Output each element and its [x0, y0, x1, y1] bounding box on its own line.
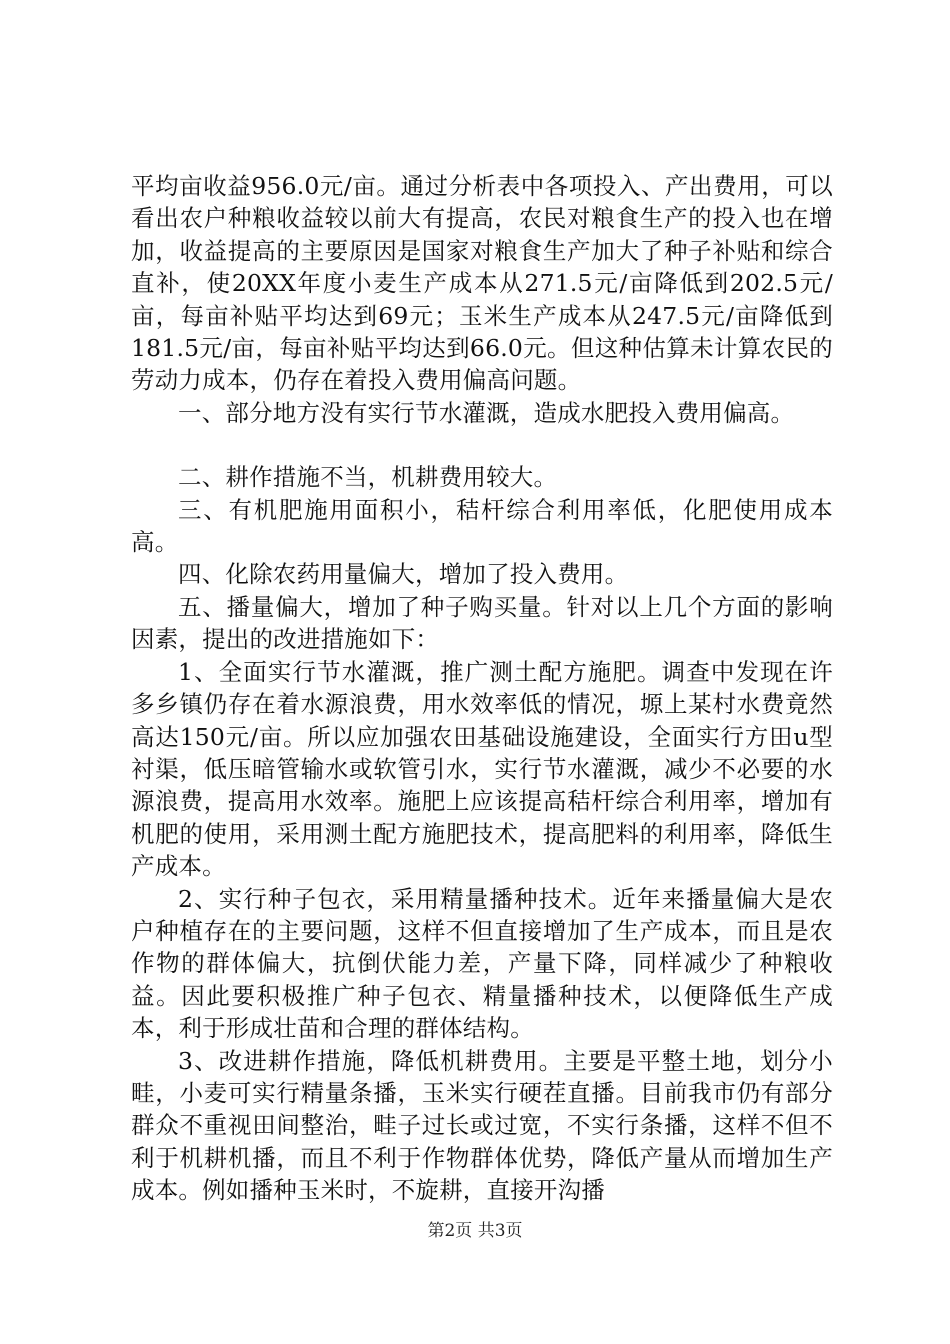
page-footer — [0, 1216, 950, 1241]
paragraph-point-one: 一、部分地方没有实行节水灌溉，造成水肥投入费用偏高。 — [178, 398, 795, 427]
paragraph-income-analysis: 平均亩收益956.0元/亩。通过分析表中各项投入、产出费用，可以看出农户种粮收益较以前大有提高，农民对粮食生产的投入也在增加，收益提高的主要原因是国家对粮食生产加大了种子补贴和综合直补，使20XX年度小麦生产成本从271.5元/亩降低到202.5元/亩，每亩补贴平均达到69元；玉米生产成本从247.5元/亩降低到181.5元/亩，每亩补贴平均达到66.0元。但这种估算未计算农民的劳动力成本，仍存在着投入费用偏高问题。 — [131, 172, 833, 395]
paragraph-point-four: 四、化除农药用量偏大，增加了投入费用。 — [178, 560, 629, 589]
paragraph-measure-one: 1、全面实行节水灌溉，推广测土配方施肥。调查中发现在许多乡镇仍存在着水源浪费，用水效率低的情况，塬上某村水费竟然高达150元/亩。所以应加强农田基础设施建设，全面实行方田u型衬渠，低压暗管输水或软管引水，实行节水灌溉，减少不必要的水源浪费，提高用水效率。施肥上应该提高秸杆综合利用率，增加有机肥的使用，采用测土配方施肥技术，提高肥料的利用率，降低生产成本。 — [131, 657, 833, 881]
paragraph-measure-two: 2、实行种子包衣，采用精量播种技术。近年来播量偏大是农户种植存在的主要问题，这样不但直接增加了生产成本，而且是农作物的群体偏大，抗倒伏能力差，产量下降，同样减少了种粮收益。因此要积极推广种子包衣、精量播种技术，以便降低生产成本，利于形成壮苗和合理的群体结构。 — [131, 884, 833, 1043]
paragraph-point-five: 五、播量偏大，增加了种子购买量。针对以上几个方面的影响因素，提出的改进措施如下： — [131, 592, 833, 654]
page-indicator: 第2页 共3页 — [427, 1221, 523, 1241]
paragraph-measure-three: 3、改进耕作措施，降低机耕费用。主要是平整土地，划分小畦，小麦可实行精量条播，玉米实行硬茬直播。目前我市仍有部分群众不重视田间整治，畦子过长或过宽，不实行条播，这样不但不利于机耕机播，而且不利于作物群体优势，降低产量从而增加生产成本。例如播种玉米时，不旋耕，直接开沟播 — [131, 1046, 833, 1205]
document-body — [131, 170, 833, 1207]
paragraph-point-three: 三、有机肥施用面积小，秸杆综合利用率低，化肥使用成本高。 — [131, 495, 833, 557]
paragraph-point-two: 二、耕作措施不当，机耕费用较大。 — [178, 463, 558, 492]
